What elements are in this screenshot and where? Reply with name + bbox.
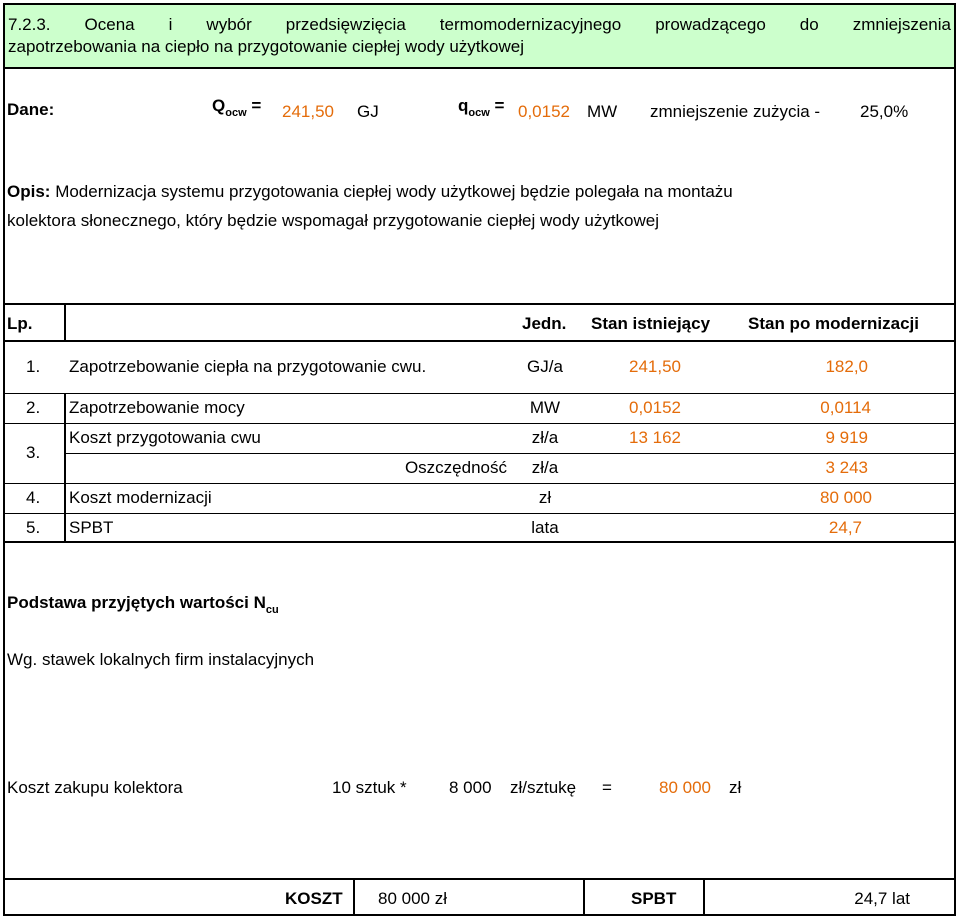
q-small-symbol: $q_{ocw}$ = (458, 96, 505, 119)
row-divider (3, 423, 956, 424)
table-row-unit: zł/a (531, 428, 559, 447)
summary-divider (583, 878, 585, 916)
table-header-divider (64, 303, 66, 342)
title-word: termomodernizacyjnego (439, 15, 622, 34)
title-line-1 (8, 14, 951, 36)
title-word: Ocena (84, 15, 135, 34)
section-title (3, 3, 956, 69)
row-divider (66, 453, 956, 454)
table-row-after: 9 919 (825, 428, 868, 447)
podstawa-label: Podstawa przyjętych wartości $N_{cu}$ (7, 593, 279, 616)
koszt-zakupu-qty: 10 sztuk * (332, 778, 407, 797)
summary-spbt-label: SPBT (631, 889, 677, 908)
opis-line-2: kolektora słonecznego, który będzie wspomagał przygotowanie ciepłej wody użytkowej (7, 211, 660, 230)
table-row-unit: zł (538, 488, 552, 507)
header-after: Stan po modernizacji (748, 314, 919, 333)
koszt-zakupu-price-unit: zł/sztukę (510, 778, 577, 797)
table-header-border (3, 340, 956, 342)
table-top-border (3, 303, 956, 305)
podstawa-text: Wg. stawek lokalnych firm instalacyjnych (7, 650, 315, 669)
koszt-zakupu-price: 8 000 (449, 778, 492, 797)
table-row-desc: SPBT (69, 518, 114, 537)
table-row-after: 0,0114 (820, 398, 871, 417)
table-row-unit: lata (531, 518, 559, 537)
title-word: prowadzącego (655, 15, 766, 34)
table-row-after: 80 000 (820, 488, 872, 507)
title-word: do (799, 15, 819, 34)
opis-line-1: Opis: Modernizacja systemu przygotowania ciepłej wody użytkowej będzie polegała na montażu (7, 182, 733, 201)
header-unit: Jedn. (522, 314, 567, 333)
dane-label: Dane: (7, 100, 55, 119)
summary-divider (703, 878, 705, 916)
title-word: wybór (206, 15, 252, 34)
table-row-desc: Koszt przygotowania cwu (69, 428, 261, 447)
table-row-unit: zł/a (531, 458, 559, 477)
summary-koszt-value: 80 000 zł (378, 889, 447, 908)
koszt-zakupu-eq: = (602, 778, 612, 797)
table-row-desc: Koszt modernizacji (69, 488, 212, 507)
table-row-lp: 2. (26, 398, 41, 417)
summary-divider (353, 878, 355, 916)
table-row-before: 13 162 (629, 428, 681, 447)
summary-top-border (3, 878, 956, 880)
table-row-desc: Zapotrzebowanie ciepła na przygotowanie cwu. (69, 357, 427, 376)
table-row-unit: GJ/a (527, 357, 563, 376)
reduction-label: zmniejszenie zużycia - (650, 102, 821, 121)
row-divider (3, 393, 956, 394)
table-row-lp: 1. (26, 357, 41, 376)
q-big-symbol: $Q_{ocw}$ = (212, 96, 262, 119)
header-before: Stan istniejący (591, 314, 711, 333)
title-line-2: zapotrzebowania na ciepło na przygotowanie ciepłej wody użytkowej (8, 37, 524, 56)
table-row-before: 0,0152 (629, 398, 681, 417)
table-row-after: 182,0 (825, 357, 868, 376)
row-divider (3, 483, 956, 484)
summary-koszt-label: KOSZT (285, 889, 343, 908)
opis-label: Opis: (7, 182, 51, 201)
table-row-lp: 3. (26, 443, 41, 462)
q-small-unit: MW (587, 102, 618, 121)
table-bottom-border (3, 541, 956, 543)
title-word: i (168, 15, 173, 34)
table-row-after: 24,7 (828, 518, 862, 537)
koszt-zakupu-label: Koszt zakupu kolektora (7, 778, 183, 797)
table-row-before: 241,50 (629, 357, 681, 376)
table-row-desc: Oszczędność (404, 458, 507, 477)
table-row-lp: 4. (26, 488, 41, 507)
title-number: 7.2.3. (8, 15, 51, 34)
table-lp-divider (64, 393, 66, 543)
row-divider (3, 513, 956, 514)
summary-spbt-value: 24,7 lat (854, 889, 910, 908)
q-small-value: 0,0152 (518, 102, 570, 121)
reduction-value: 25,0% (860, 102, 909, 121)
koszt-zakupu-total-unit: zł (729, 778, 742, 797)
q-big-value: 241,50 (282, 102, 334, 121)
table-row-after: 3 243 (825, 458, 868, 477)
header-lp: Lp. (7, 314, 33, 333)
table-row-unit: MW (529, 398, 561, 417)
table-row-desc: Zapotrzebowanie mocy (69, 398, 245, 417)
q-big-unit: GJ (357, 102, 379, 121)
title-word: zmniejszenia (852, 15, 951, 34)
table-row-lp: 5. (26, 518, 41, 537)
koszt-zakupu-total: 80 000 (659, 778, 711, 797)
title-word: przedsięwzięcia (285, 15, 406, 34)
